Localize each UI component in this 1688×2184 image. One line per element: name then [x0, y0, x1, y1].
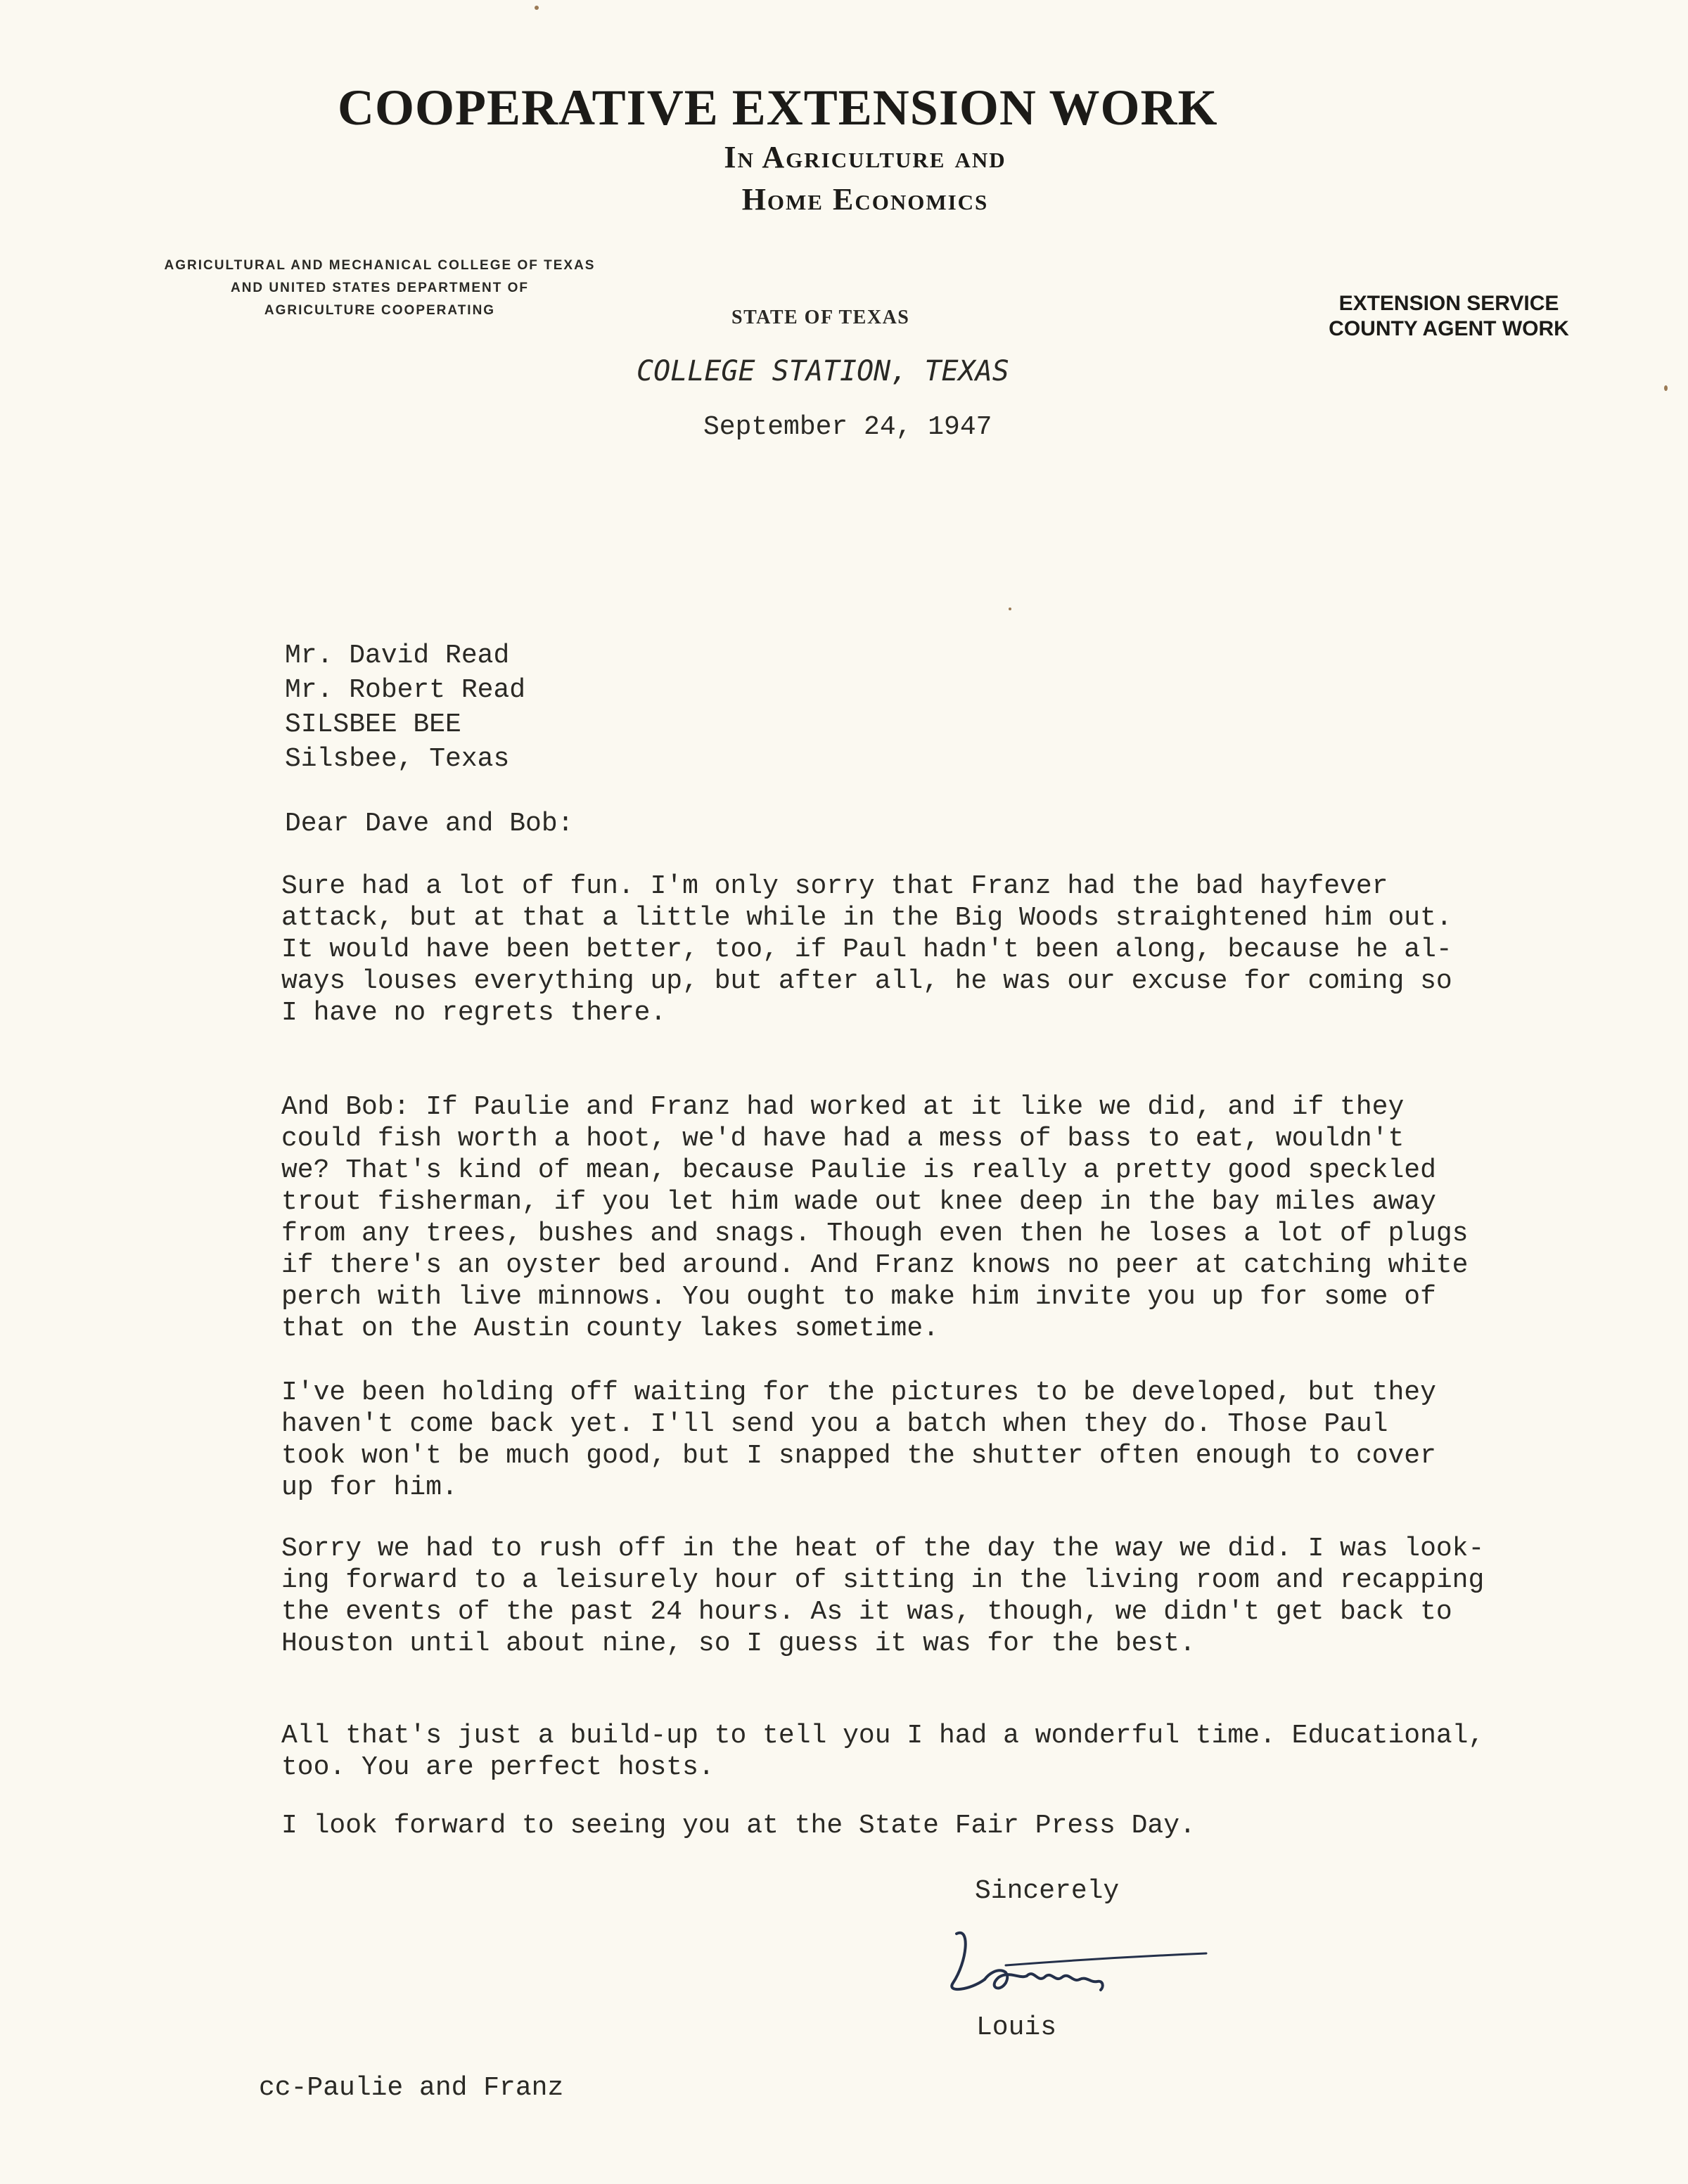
address-line: Mr. Robert Read: [285, 675, 526, 705]
body-line: Sure had a lot of fun. I'm only sorry that Franz had the bad hayfever: [281, 871, 1388, 901]
service-line: EXTENSION SERVICE: [1338, 292, 1559, 315]
address-line: Mr. David Read: [285, 641, 510, 671]
salutation: Dear Dave and Bob:: [285, 809, 574, 839]
service-line: COUNTY AGENT WORK: [1329, 317, 1569, 340]
body-line: Houston until about nine, so I guess it was for the best.: [281, 1629, 1196, 1659]
body-line: perch with live minnows. You ought to make him invite you up for some of: [281, 1282, 1436, 1312]
body-line: trout fisherman, if you let him wade out knee deep in the bay miles away: [281, 1187, 1436, 1217]
service-block: [1287, 291, 1611, 342]
body-line: And Bob: If Paulie and Franz had worked at it like we did, and if they: [281, 1092, 1405, 1122]
body-line: ways louses everything up, but after all, he was our excuse for coming so: [281, 966, 1452, 996]
body-line: attack, but at that a little while in the Big Woods straightened him out.: [281, 903, 1452, 933]
body-paragraph-6: [281, 1810, 1196, 1842]
body-paragraph-4: [281, 1533, 1484, 1659]
body-paragraph-1: [281, 871, 1452, 1029]
body-line: from any trees, bushes and snags. Though even then he loses a lot of plugs: [281, 1219, 1469, 1249]
body-line: I've been holding off waiting for the pictures to be developed, but they: [281, 1377, 1436, 1408]
body-line: could fish worth a hoot, we'd have had a mess of bass to eat, wouldn't: [281, 1124, 1405, 1154]
body-paragraph-2: [281, 1091, 1468, 1344]
place-line: COLLEGE STATION, TEXAS: [637, 355, 1009, 387]
letter-date: September 24, 1947: [703, 412, 992, 442]
body-line: I look forward to seeing you at the State Fair Press Day.: [281, 1811, 1196, 1841]
body-line: took won't be much good, but I snapped the shutter often enough to cover: [281, 1441, 1436, 1471]
address-line: SILSBEE BEE: [285, 709, 461, 740]
letterhead-subtitle-line-1: In Agriculture and: [724, 140, 1006, 174]
letterhead-subtitle-line-2: Home Economics: [741, 182, 989, 217]
college-line: AGRICULTURE COOPERATING: [264, 303, 496, 318]
recipient-address: [285, 638, 525, 776]
college-block: [113, 255, 647, 322]
body-paragraph-5: [281, 1720, 1484, 1783]
signer-name: Louis: [976, 2012, 1057, 2043]
paper-speck: [1009, 608, 1011, 610]
body-line: up for him.: [281, 1472, 458, 1503]
paper-speck: [1664, 385, 1668, 391]
body-line: if there's an oyster bed around. And Franz knows no peer at catching white: [281, 1250, 1469, 1280]
body-line: the events of the past 24 hours. As it was, though, we didn't get back to: [281, 1597, 1452, 1627]
handwritten-signature: [928, 1913, 1224, 2011]
paper-speck: [535, 6, 539, 10]
body-line: It would have been better, too, if Paul hadn't been along, because he al-: [281, 934, 1452, 965]
body-line: All that's just a build-up to tell you I had a wonderful time. Educational,: [281, 1721, 1485, 1751]
body-line: we? That's kind of mean, because Paulie is really a pretty good speckled: [281, 1155, 1436, 1186]
body-line: that on the Austin county lakes sometime.: [281, 1313, 939, 1344]
body-paragraph-3: [281, 1377, 1436, 1503]
cc-line: cc-Paulie and Franz: [259, 2073, 564, 2103]
address-line: Silsbee, Texas: [285, 744, 510, 774]
college-line: AND UNITED STATES DEPARTMENT OF: [230, 281, 530, 295]
body-line: Sorry we had to rush off in the heat of the day the way we did. I was look-: [281, 1534, 1485, 1564]
college-line: AGRICULTURAL AND MECHANICAL COLLEGE OF TEXAS: [164, 258, 596, 273]
body-line: ing forward to a leisurely hour of sitting in the living room and recapping: [281, 1565, 1485, 1595]
body-line: I have no regrets there.: [281, 998, 667, 1028]
letterhead-title: COOPERATIVE EXTENSION WORK: [338, 79, 1218, 136]
body-line: too. You are perfect hosts.: [281, 1752, 715, 1782]
body-line: haven't come back yet. I'll send you a batch when they do. Those Paul: [281, 1409, 1388, 1439]
state-label: STATE OF TEXAS: [731, 307, 910, 328]
closing: Sincerely: [975, 1876, 1120, 1906]
